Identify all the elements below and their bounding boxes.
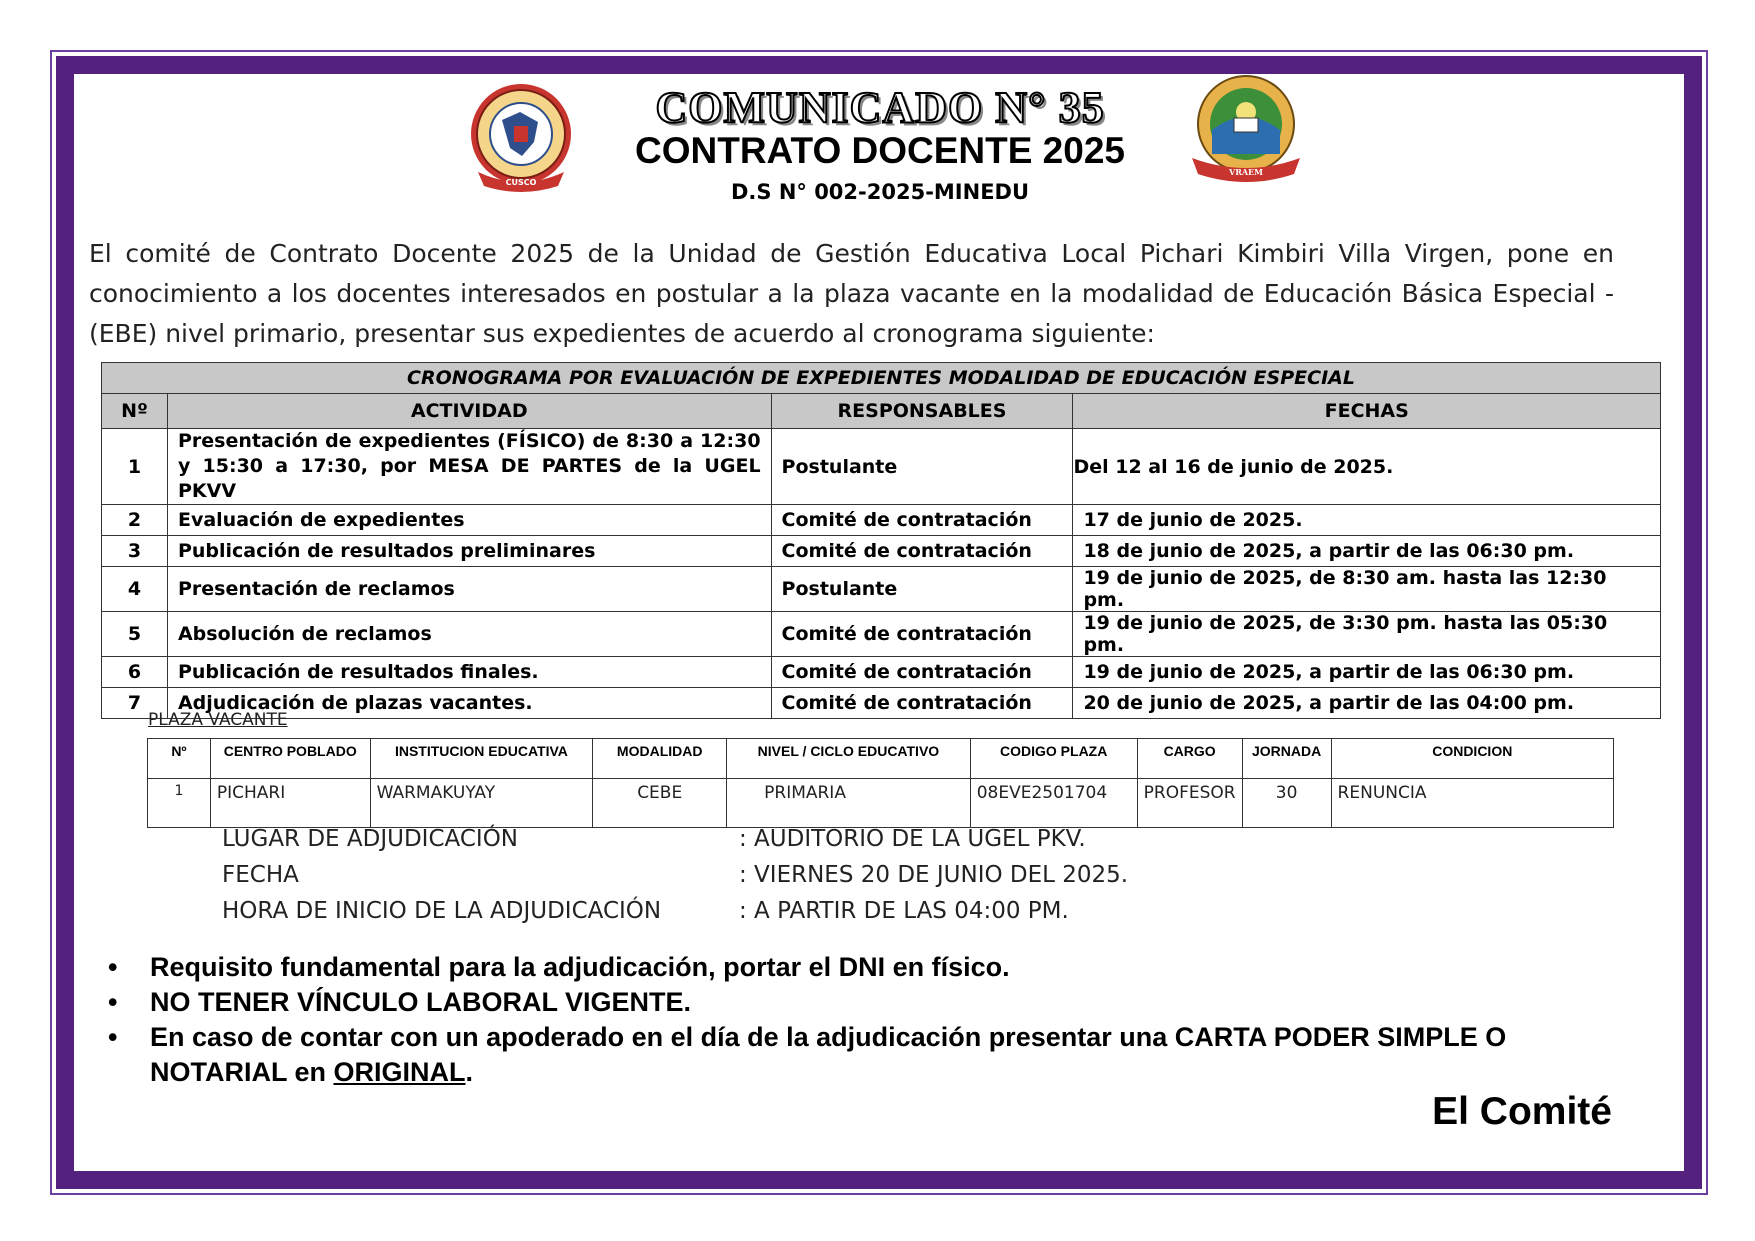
bullet-icon: •: [108, 1022, 118, 1052]
condicion-cell: RENUNCIA: [1331, 779, 1613, 828]
info-key: HORA DE INICIO DE LA ADJUDICACIÓN: [222, 898, 662, 924]
ugel-vraem-logo: [1188, 74, 1304, 186]
date-cell: 19 de junio de 2025, a partir de las 06:30 pm.: [1073, 657, 1661, 688]
schedule-table: [101, 362, 1661, 719]
date-cell: Del 12 al 16 de junio de 2025.: [1073, 429, 1661, 505]
responsible-cell: Comité de contratación: [771, 612, 1073, 657]
schedule-caption: CRONOGRAMA POR EVALUACIÓN DE EXPEDIENTES MODALIDAD DE EDUCACIÓN ESPECIAL: [102, 363, 1661, 394]
table-row: [102, 657, 1661, 688]
cargo-cell: PROFESOR: [1137, 779, 1242, 828]
activity-cell: Presentación de reclamos: [167, 567, 771, 612]
col-header: CENTRO POBLADO: [210, 739, 370, 779]
codigo-plaza-cell: 08EVE2501704: [970, 779, 1137, 828]
bullet-icon: •: [108, 987, 118, 1017]
signature: El Comité: [1432, 1090, 1612, 1133]
nivel-cell: PRIMARIA: [727, 779, 971, 828]
vacancy-label: PLAZA VACANTE: [148, 710, 288, 730]
list-item: [108, 985, 1628, 1020]
col-header: NIVEL / CICLO EDUCATIVO: [727, 739, 971, 779]
col-header: CODIGO PLAZA: [970, 739, 1137, 779]
col-header: CARGO: [1137, 739, 1242, 779]
info-value: : A PARTIR DE LAS 04:00 PM.: [739, 898, 1069, 924]
document-title: COMUNICADO N° 35: [655, 83, 1105, 132]
institucion-cell: WARMAKUYAY: [370, 779, 593, 828]
date-cell: 19 de junio de 2025, de 8:30 am. hasta las 12:30 pm.: [1073, 567, 1661, 612]
info-value: : VIERNES 20 DE JUNIO DEL 2025.: [739, 862, 1129, 888]
col-header: Nº: [102, 394, 168, 429]
bullet-icon: •: [108, 952, 118, 982]
activity-cell: Publicación de resultados preliminares: [167, 536, 771, 567]
list-item: [108, 950, 1628, 985]
date-cell: 17 de junio de 2025.: [1073, 505, 1661, 536]
intro-paragraph: El comité de Contrato Docente 2025 de la Unidad de Gestión Educativa Local Pichari Kimbiri Villa Virgen, pone en conocimiento a los docentes interesados en postular a la plaza vacante en la modalidad de Educación Básica Especial - (EBE) nivel primario, presentar sus expedientes de acuerdo al cronograma siguiente:: [89, 239, 1614, 348]
row-number: 3: [102, 536, 168, 567]
table-row: [102, 688, 1661, 719]
responsible-cell: Postulante: [771, 567, 1073, 612]
logo-banner-text: VRAEM: [1228, 167, 1264, 177]
info-key: FECHA: [222, 862, 299, 888]
responsible-cell: Comité de contratación: [771, 505, 1073, 536]
col-header: CONDICION: [1331, 739, 1613, 779]
responsible-cell: Postulante: [771, 429, 1073, 505]
table-row: [102, 429, 1661, 505]
col-header: JORNADA: [1242, 739, 1331, 779]
info-value: : AUDITORIO DE LA UGEL PKV.: [739, 826, 1086, 852]
requirement-text: Requisito fundamental para la adjudicación, portar el DNI en físico.: [150, 952, 1010, 982]
requirement-text: NO TENER VÍNCULO LABORAL VIGENTE.: [150, 987, 692, 1017]
row-number: 5: [102, 612, 168, 657]
col-header: RESPONSABLES: [771, 394, 1073, 429]
decree-number: D.S N° 002-2025-MINEDU: [730, 180, 1030, 204]
col-header: MODALIDAD: [593, 739, 727, 779]
info-key: LUGAR DE ADJUDICACIÓN: [222, 826, 519, 852]
row-number: 4: [102, 567, 168, 612]
date-cell: 19 de junio de 2025, de 3:30 pm. hasta las 05:30 pm.: [1073, 612, 1661, 657]
row-number: 1: [102, 429, 168, 505]
activity-cell: Absolución de reclamos: [167, 612, 771, 657]
row-number: 2: [102, 505, 168, 536]
table-row: [148, 779, 1614, 828]
col-header: Nº: [148, 739, 211, 779]
requirements-list: [108, 950, 1628, 1090]
activity-cell: Publicación de resultados finales.: [167, 657, 771, 688]
requirement-text: En caso de contar con un apoderado en el día de la adjudicación presentar una CARTA PODER SIMPLE O NOTARIAL en: [150, 1022, 1507, 1087]
activity-cell: Presentación de expedientes (FÍSICO) de 8:30 a 12:30 y 15:30 a 17:30, por MESA DE PARTES de la UGEL PKVV: [167, 429, 771, 505]
table-row: [102, 612, 1661, 657]
row-number: 6: [102, 657, 168, 688]
responsible-cell: Comité de contratación: [771, 657, 1073, 688]
centro-poblado-cell: PICHARI: [210, 779, 370, 828]
row-number: 7: [102, 688, 168, 719]
activity-cell: Evaluación de expedientes: [167, 505, 771, 536]
document-subtitle: CONTRATO DOCENTE 2025: [635, 130, 1125, 171]
col-header: FECHAS: [1073, 394, 1661, 429]
responsible-cell: Comité de contratación: [771, 688, 1073, 719]
responsible-cell: Comité de contratación: [771, 536, 1073, 567]
table-row: [102, 567, 1661, 612]
table-row: [102, 505, 1661, 536]
logo-banner-text: CUSCO: [505, 178, 537, 187]
date-cell: 20 de junio de 2025, a partir de las 04:00 pm.: [1073, 688, 1661, 719]
list-item: [108, 1020, 1628, 1090]
table-row: [102, 536, 1661, 567]
activity-cell: Adjudicación de plazas vacantes.: [167, 688, 771, 719]
date-cell: 18 de junio de 2025, a partir de las 06:30 pm.: [1073, 536, 1661, 567]
row-number: 1: [148, 779, 211, 828]
requirement-text: .: [465, 1057, 474, 1087]
col-header: ACTIVIDAD: [167, 394, 771, 429]
vacancy-table: [147, 738, 1614, 828]
col-header: INSTITUCION EDUCATIVA: [370, 739, 593, 779]
modalidad-cell: CEBE: [593, 779, 727, 828]
requirement-emphasis: ORIGINAL: [333, 1057, 466, 1087]
jornada-cell: 30: [1242, 779, 1331, 828]
